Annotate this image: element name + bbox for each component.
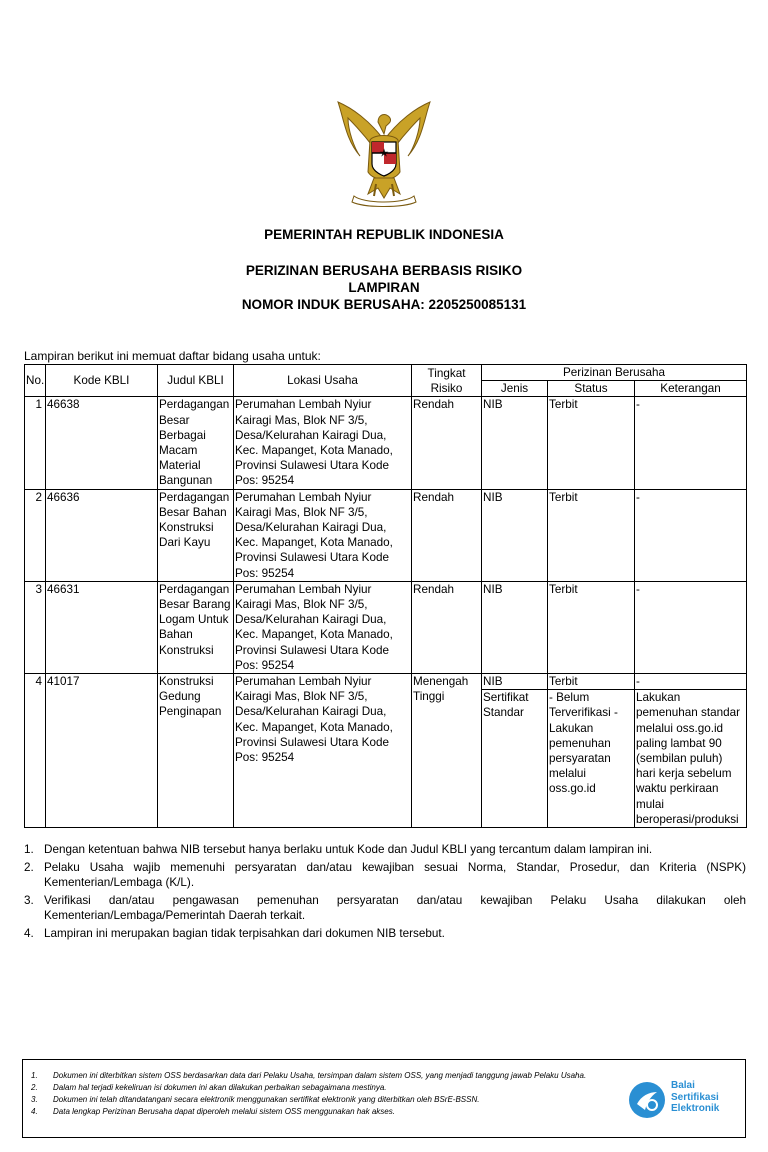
note-text: Lampiran ini merupakan bagian tidak terpisahkan dari dokumen NIB tersebut.	[44, 926, 445, 940]
header-tingkat-risiko: Tingkat Risiko	[412, 365, 482, 397]
header-perizinan-berusaha: Perizinan Berusaha	[482, 365, 747, 381]
table-row	[25, 674, 747, 690]
header-kode-kbli: Kode KBLI	[46, 365, 158, 397]
note-item	[24, 842, 746, 858]
note-number: 1.	[24, 843, 34, 856]
footer-list	[31, 1070, 631, 1118]
row-judul: Perdagangan Besar Barang Logam Untuk Bahan Konstruksi	[158, 581, 234, 673]
nib-number: NOMOR INDUK BERUSAHA: 2205250085131	[241, 297, 527, 312]
row-kode: 46636	[46, 489, 158, 581]
row-jenis: NIB	[482, 674, 548, 690]
row-lokasi: Perumahan Lembah Nyiur Kairagi Mas, Blok NF 3/5, Desa/Kelurahan Kairagi Dua, Kec. Mapanget, Kota Manado, Provinsi Sulawesi Utara Kode Pos: 95254	[234, 674, 412, 828]
row-status: Terbit	[548, 397, 635, 489]
header-status: Status	[548, 381, 635, 397]
intro-text: Lampiran berikut ini memuat daftar bidang usaha untuk:	[24, 349, 321, 363]
note-number: 3.	[24, 893, 34, 907]
row-keterangan: -	[635, 397, 747, 489]
row-jenis: NIB	[482, 397, 548, 489]
note-item	[24, 926, 746, 942]
footer-number: 3.	[31, 1095, 38, 1104]
row-no: 3	[25, 581, 46, 673]
bsre-line3: Elektronik	[671, 1103, 720, 1114]
row-kode: 41017	[46, 674, 158, 828]
note-number: 4.	[24, 926, 34, 940]
row-kode: 46631	[46, 581, 158, 673]
footer-text: Dalam hal terjadi kekeliruan isi dokumen ini akan dilakukan perbaikan sebagaimana mestinya.	[53, 1083, 387, 1092]
note-text: Pelaku Usaha wajib memenuhi persyaratan dan/atau kewajiban sesuai Norma, Standar, Prosedur, dan Kriteria (NSPK) Kementerian/Lembaga (K/L).	[44, 860, 746, 889]
row-keterangan: -	[635, 674, 747, 690]
header-keterangan: Keterangan	[635, 381, 747, 397]
footer-number: 4.	[31, 1107, 38, 1116]
table-row	[25, 581, 747, 673]
footer-number: 1.	[31, 1071, 38, 1080]
row-judul: Perdagangan Besar Berbagai Macam Material Bangunan	[158, 397, 234, 489]
row-jenis: NIB	[482, 489, 548, 581]
footer-item	[31, 1082, 631, 1094]
bsre-line1: Balai	[671, 1080, 695, 1091]
row-tingkat: Menengah Tinggi	[412, 674, 482, 828]
footer-item	[31, 1070, 631, 1082]
row-no: 2	[25, 489, 46, 581]
row-status: Terbit	[548, 581, 635, 673]
bsre-badge-icon	[627, 1080, 667, 1120]
footer-item	[31, 1094, 631, 1106]
row-keterangan: -	[635, 489, 747, 581]
row-tingkat: Rendah	[412, 581, 482, 673]
row-keterangan: -	[635, 581, 747, 673]
row-jenis: NIB	[482, 581, 548, 673]
row-no: 1	[25, 397, 46, 489]
footer-text: Dokumen ini diterbitkan sistem OSS berdasarkan data dari Pelaku Usaha, tersimpan dalam sistem OSS, yang menjadi tanggung jawab Pelaku Usaha.	[53, 1071, 587, 1080]
document-subtitle: LAMPIRAN	[348, 280, 420, 295]
footer-text: Data lengkap Perizinan Berusaha dapat diperoleh melalui sistem OSS menggunakan hak akses.	[53, 1107, 395, 1116]
kbli-table	[24, 364, 747, 828]
row-status: - Belum Terverifikasi - Lakukan pemenuhan persyaratan melalui oss.go.id	[548, 690, 635, 828]
row-lokasi: Perumahan Lembah Nyiur Kairagi Mas, Blok NF 3/5, Desa/Kelurahan Kairagi Dua, Kec. Mapanget, Kota Manado, Provinsi Sulawesi Utara Kode Pos: 95254	[234, 581, 412, 673]
government-heading: PEMERINTAH REPUBLIK INDONESIA	[264, 227, 504, 242]
note-item	[24, 860, 746, 891]
header-no: No.	[25, 365, 46, 397]
row-tingkat: Rendah	[412, 397, 482, 489]
garuda-emblem-icon	[334, 100, 434, 208]
row-status: Terbit	[548, 489, 635, 581]
row-keterangan: Lakukan pemenuhan standar melalui oss.go.id paling lambat 90 (sembilan puluh) hari kerja sebelum waktu perkiraan mulai beroperasi/produksi	[635, 690, 747, 828]
row-tingkat: Rendah	[412, 489, 482, 581]
row-status: Terbit	[548, 674, 635, 690]
note-item	[24, 893, 746, 924]
table-row	[25, 397, 747, 489]
document-title: PERIZINAN BERUSAHA BERBASIS RISIKO	[245, 263, 523, 278]
row-no: 4	[25, 674, 46, 828]
row-judul: Perdagangan Besar Bahan Konstruksi Dari Kayu	[158, 489, 234, 581]
note-text: Verifikasi dan/atau pengawasan pemenuhan persyaratan dan/atau kewajiban Pelaku Usaha dilakukan oleh Kementerian/Lembaga/Pemerintah Daerah terkait.	[44, 893, 746, 922]
row-kode: 46638	[46, 397, 158, 489]
footer-text: Dokumen ini telah ditandatangani secara elektronik menggunakan sertifikat elektronik yang diterbitkan oleh BSrE-BSSN.	[53, 1095, 480, 1104]
notes-list	[24, 842, 746, 943]
row-lokasi: Perumahan Lembah Nyiur Kairagi Mas, Blok NF 3/5, Desa/Kelurahan Kairagi Dua, Kec. Mapanget, Kota Manado, Provinsi Sulawesi Utara Kode Pos: 95254	[234, 489, 412, 581]
row-jenis: Sertifikat Standar	[482, 690, 548, 828]
bsre-logo	[625, 1078, 735, 1122]
row-lokasi: Perumahan Lembah Nyiur Kairagi Mas, Blok NF 3/5, Desa/Kelurahan Kairagi Dua, Kec. Mapanget, Kota Manado, Provinsi Sulawesi Utara Kode Pos: 95254	[234, 397, 412, 489]
bsre-logo-text	[671, 1080, 719, 1115]
footer-box	[22, 1059, 746, 1138]
note-text: Dengan ketentuan bahwa NIB tersebut hanya berlaku untuk Kode dan Judul KBLI yang tercantum dalam lampiran ini.	[44, 843, 653, 856]
note-number: 2.	[24, 860, 34, 874]
footer-item	[31, 1106, 631, 1118]
header-jenis: Jenis	[482, 381, 548, 397]
header-lokasi-usaha: Lokasi Usaha	[234, 365, 412, 397]
table-row	[25, 489, 747, 581]
bsre-line2: Sertifikasi	[671, 1091, 719, 1103]
row-judul: Konstruksi Gedung Penginapan	[158, 674, 234, 828]
footer-number: 2.	[31, 1083, 38, 1092]
header-judul-kbli: Judul KBLI	[158, 365, 234, 397]
